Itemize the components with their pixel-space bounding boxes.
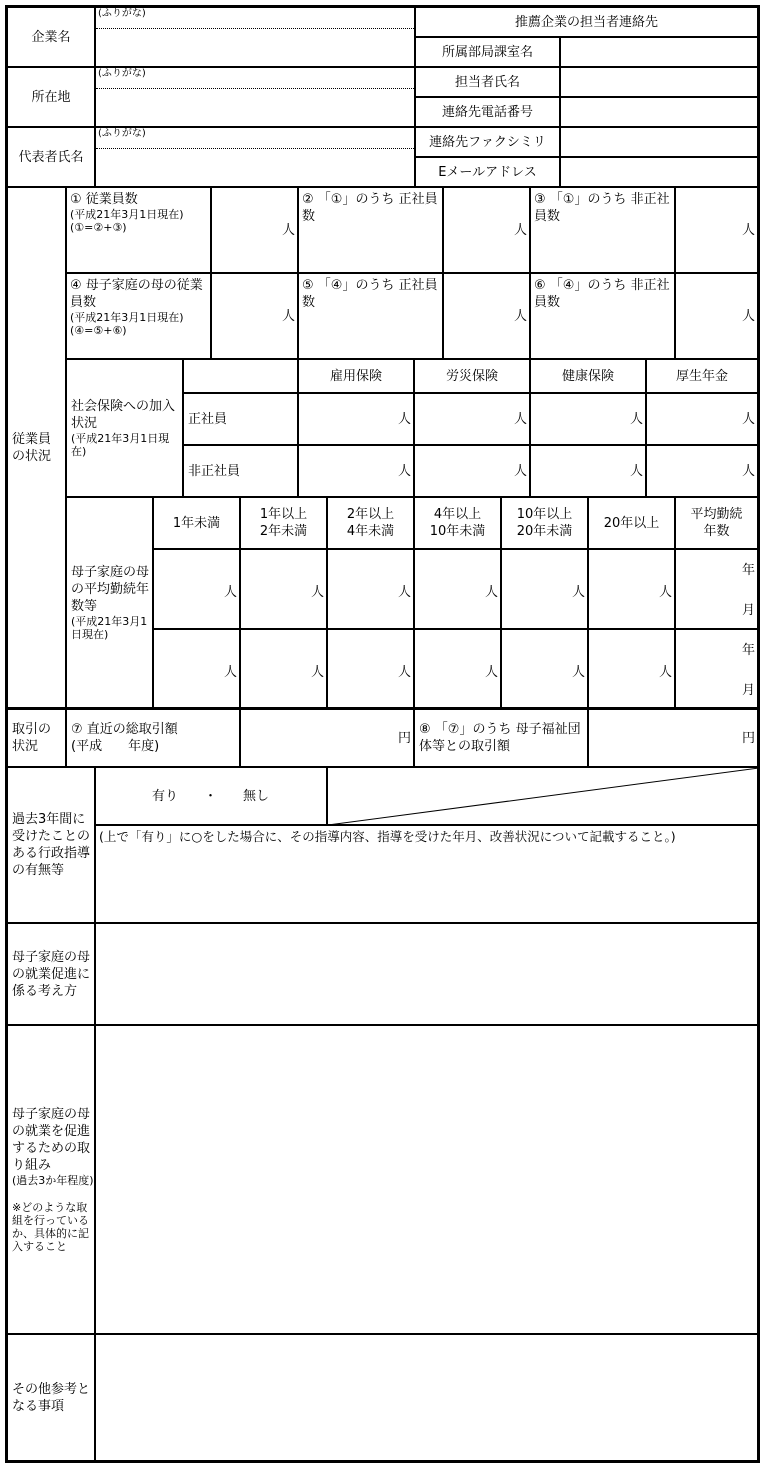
policy-label: 母子家庭の母の就業促進に係る考え方 xyxy=(7,923,95,1025)
item2-label: ② 「①」のうち 正社員数 xyxy=(298,187,443,273)
address-field[interactable] xyxy=(95,67,415,127)
item1-label: ① 従業員数 (平成21年3月1日現在) (①=②+③) xyxy=(66,187,211,273)
regular-row-label: 正社員 xyxy=(183,393,298,445)
fax-field[interactable] xyxy=(560,127,758,157)
insurance-cell[interactable]: 人 xyxy=(646,393,758,445)
tenure-cell[interactable]: 人 xyxy=(240,629,327,708)
item4-value[interactable]: 人 xyxy=(211,273,298,359)
furigana-label: (ふりがな) xyxy=(98,68,146,79)
insurance-col-header: 厚生年金 xyxy=(646,359,758,393)
yes-no-text: 有り ・ 無し xyxy=(152,789,270,804)
tenure-col-header: 10年以上 20年未満 xyxy=(501,497,588,549)
other-label: その他参考となる事項 xyxy=(7,1334,95,1461)
tenure-cell[interactable]: 人 xyxy=(153,629,240,708)
tenure-cell[interactable]: 人 xyxy=(153,549,240,629)
item2-value[interactable]: 人 xyxy=(443,187,530,273)
item7-label: ⑦ 直近の総取引額 (平成 年度) xyxy=(66,709,240,767)
company-name-field[interactable] xyxy=(95,7,415,67)
representative-field[interactable] xyxy=(95,127,415,187)
insurance-cell[interactable]: 人 xyxy=(646,445,758,497)
insurance-cell[interactable]: 人 xyxy=(298,445,414,497)
item7-value[interactable]: 円 xyxy=(240,709,414,767)
email-field[interactable] xyxy=(560,157,758,187)
tenure-col-header: 20年以上 xyxy=(588,497,675,549)
phone-field[interactable] xyxy=(560,97,758,127)
item8-value[interactable]: 円 xyxy=(588,709,758,767)
person-label: 担当者氏名 xyxy=(415,67,560,97)
guidance-details-field[interactable]: (上で「有り」に○をした場合に、その指導内容、指導を受けた年月、改善状況について記載すること。) xyxy=(95,825,758,923)
insurance-cell[interactable]: 人 xyxy=(530,445,646,497)
dept-field[interactable] xyxy=(560,37,758,67)
insurance-cell[interactable]: 人 xyxy=(530,393,646,445)
insurance-col-header: 雇用保険 xyxy=(298,359,414,393)
item6-value[interactable]: 人 xyxy=(675,273,758,359)
tenure-cell[interactable]: 人 xyxy=(414,549,501,629)
policy-field[interactable] xyxy=(95,923,758,1025)
guidance-label: 過去3年間に受けたことのある行政指導の有無等 xyxy=(7,767,95,923)
item8-label: ⑧ 「⑦」のうち 母子福祉団体等との取引額 xyxy=(414,709,588,767)
item5-value[interactable]: 人 xyxy=(443,273,530,359)
average-tenure-cell[interactable]: 年 月 xyxy=(675,629,758,708)
contact-header: 推薦企業の担当者連絡先 xyxy=(415,7,758,37)
company-name-label: 企業名 xyxy=(7,7,95,67)
insurance-corner xyxy=(183,359,298,393)
tenure-cell[interactable]: 人 xyxy=(240,549,327,629)
tenure-cell[interactable]: 人 xyxy=(588,549,675,629)
phone-label: 連絡先電話番号 xyxy=(415,97,560,127)
item6-label: ⑥ 「④」のうち 非正社員数 xyxy=(530,273,675,359)
insurance-label: 社会保険への加入状況 (平成21年3月1日現在) xyxy=(66,359,183,497)
tenure-col-header: 4年以上 10年未満 xyxy=(414,497,501,549)
tenure-cell[interactable]: 人 xyxy=(588,629,675,708)
dept-label: 所属部局課室名 xyxy=(415,37,560,67)
insurance-cell[interactable]: 人 xyxy=(414,445,530,497)
tenure-cell[interactable]: 人 xyxy=(327,549,414,629)
efforts-label: 母子家庭の母の就業を促進するための取り組み (過去3か年程度) ※どのような取組を行っているか、具体的に記入すること xyxy=(7,1025,95,1334)
employees-section-label: 従業員の状況 xyxy=(7,187,66,708)
average-tenure-cell[interactable]: 年 月 xyxy=(675,549,758,629)
item3-value[interactable]: 人 xyxy=(675,187,758,273)
transactions-label: 取引の状況 xyxy=(7,709,66,767)
furigana-label: (ふりがな) xyxy=(98,128,146,139)
fax-label: 連絡先ファクシミリ xyxy=(415,127,560,157)
furigana-label: (ふりがな) xyxy=(98,8,146,19)
guidance-diagonal-cell xyxy=(327,767,758,825)
tenure-col-header: 2年以上 4年未満 xyxy=(327,497,414,549)
item1-value[interactable]: 人 xyxy=(211,187,298,273)
tenure-col-header: 平均勤続 年数 xyxy=(675,497,758,549)
insurance-col-header: 労災保険 xyxy=(414,359,530,393)
insurance-cell[interactable]: 人 xyxy=(414,393,530,445)
insurance-cell[interactable]: 人 xyxy=(298,393,414,445)
insurance-col-header: 健康保険 xyxy=(530,359,646,393)
tenure-cell[interactable]: 人 xyxy=(414,629,501,708)
item3-label: ③ 「①」のうち 非正社員数 xyxy=(530,187,675,273)
person-field[interactable] xyxy=(560,67,758,97)
tenure-cell[interactable]: 人 xyxy=(327,629,414,708)
tenure-cell[interactable]: 人 xyxy=(501,629,588,708)
recommendation-form xyxy=(5,5,760,1463)
email-label: Eメールアドレス xyxy=(415,157,560,187)
tenure-label: 母子家庭の母の平均勤続年数等 (平成21年3月1日現在) xyxy=(66,497,153,708)
tenure-col-header: 1年未満 xyxy=(153,497,240,549)
other-field[interactable] xyxy=(95,1334,758,1461)
diagonal-line xyxy=(328,768,758,825)
address-label: 所在地 xyxy=(7,67,95,127)
tenure-cell[interactable]: 人 xyxy=(501,549,588,629)
representative-label: 代表者氏名 xyxy=(7,127,95,187)
nonregular-row-label: 非正社員 xyxy=(183,445,298,497)
tenure-col-header: 1年以上 2年未満 xyxy=(240,497,327,549)
efforts-field[interactable] xyxy=(95,1025,758,1334)
item5-label: ⑤ 「④」のうち 正社員数 xyxy=(298,273,443,359)
item4-label: ④ 母子家庭の母の従業員数 (平成21年3月1日現在) (④=⑤+⑥) xyxy=(66,273,211,359)
guidance-yes-no[interactable] xyxy=(95,767,327,825)
